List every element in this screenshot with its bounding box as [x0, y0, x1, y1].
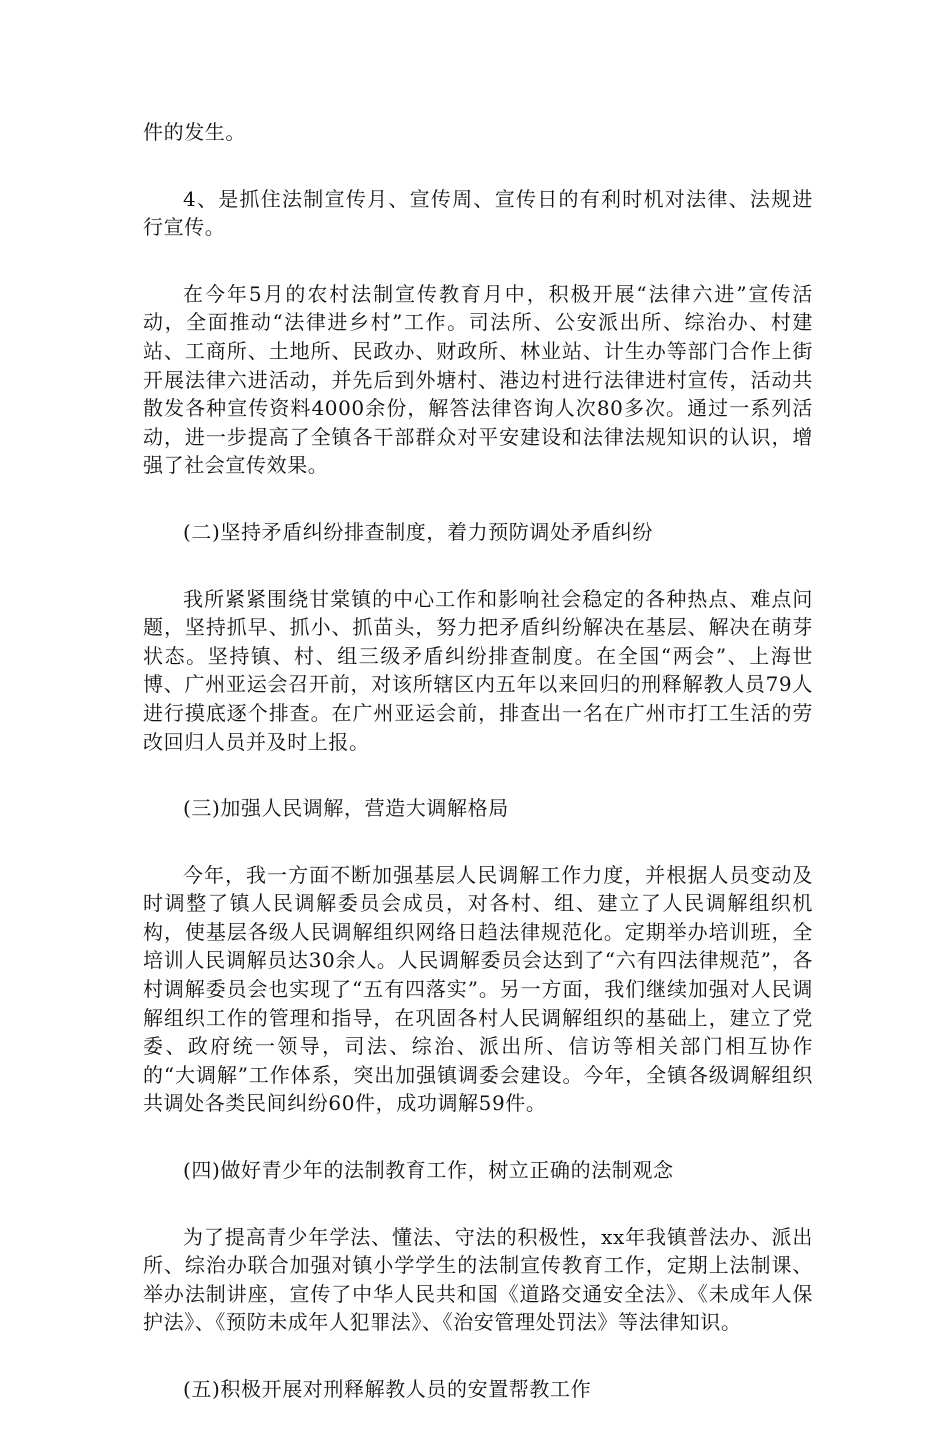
section-heading-4: (四)做好青少年的法制教育工作，树立正确的法制观念 — [183, 1158, 674, 1183]
paragraph-publicity-month: 在今年5月的农村法制宣传教育月中，积极开展“法律六进”宣传活动，全面推动“法律进乡村”工作。司法所、公安派出所、综治办、村建站、工商所、土地所、民政办、财政所、林业站、计生办等部门合作上街开展法律六进活动，并先后到外塘村、港边村进行法律进村宣传，活动共散发各种宣传资料4000余份，解答法律咨询人次80多次。通过一系列活动，进一步提高了全镇各干部群众对平安建设和法律法规知识的认识，增强了社会宣传效果。 — [143, 281, 813, 478]
section-heading-2: (二)坚持矛盾纠纷排查制度，着力预防调处矛盾纠纷 — [183, 519, 654, 544]
paragraph-point-4: 4、是抓住法制宣传月、宣传周、宣传日的有利时机对法律、法规进行宣传。 — [143, 186, 813, 240]
section-heading-5: (五)积极开展对刑释解教人员的安置帮教工作 — [183, 1377, 592, 1401]
document-body — [143, 118, 813, 1442]
paragraph-mediation: 今年，我一方面不断加强基层人民调解工作力度，并根据人员变动及时调整了镇人民调解委员会成员，对各村、组、建立了人民调解组织机构，使基层各级人民调解组织网络日趋法律规范化。定期举办培训班，全培训人民调解员达30余人。人民调解委员会达到了“六有四法律规范”，各村调解委员会也实现了“五有四落实”。另一方面，我们继续加强对人民调解组织工作的管理和指导，在巩固各村人民调解组织的基础上，建立了党委、政府统一领导，司法、综治、派出所、信访等相关部门相互协作的“大调解”工作体系，突出加强镇调委会建设。今年，全镇各级调解组织共调处各类民间纠纷60件，成功调解59件。 — [143, 862, 813, 1116]
paragraph-youth-education: 为了提高青少年学法、懂法、守法的积极性，xx年我镇普法办、派出所、综治办联合加强对镇小学学生的法制宣传教育工作，定期上法制课、举办法制讲座，宣传了中华人民共和国《道路交通安全法》、《未成年人保护法》、《预防未成年人犯罪法》、《治安管理处罚法》等法律知识。 — [143, 1224, 813, 1335]
section-heading-3: (三)加强人民调解，营造大调解格局 — [183, 796, 509, 821]
paragraph-continuation: 件的发生。 — [143, 120, 246, 144]
paragraph-dispute-screening: 我所紧紧围绕甘棠镇的中心工作和影响社会稳定的各种热点、难点问题，坚持抓早、抓小、抓苗头，努力把矛盾纠纷解决在基层、解决在萌芽状态。坚持镇、村、组三级矛盾纠纷排查制度。在全国“两会”、上海世博、广州亚运会召开前，对该所辖区内五年以来回归的刑释解教人员79人进行摸底逐个排查。在广州亚运会前，排查出一名在广州市打工生活的劳改回归人员并及时上报。 — [143, 586, 813, 754]
